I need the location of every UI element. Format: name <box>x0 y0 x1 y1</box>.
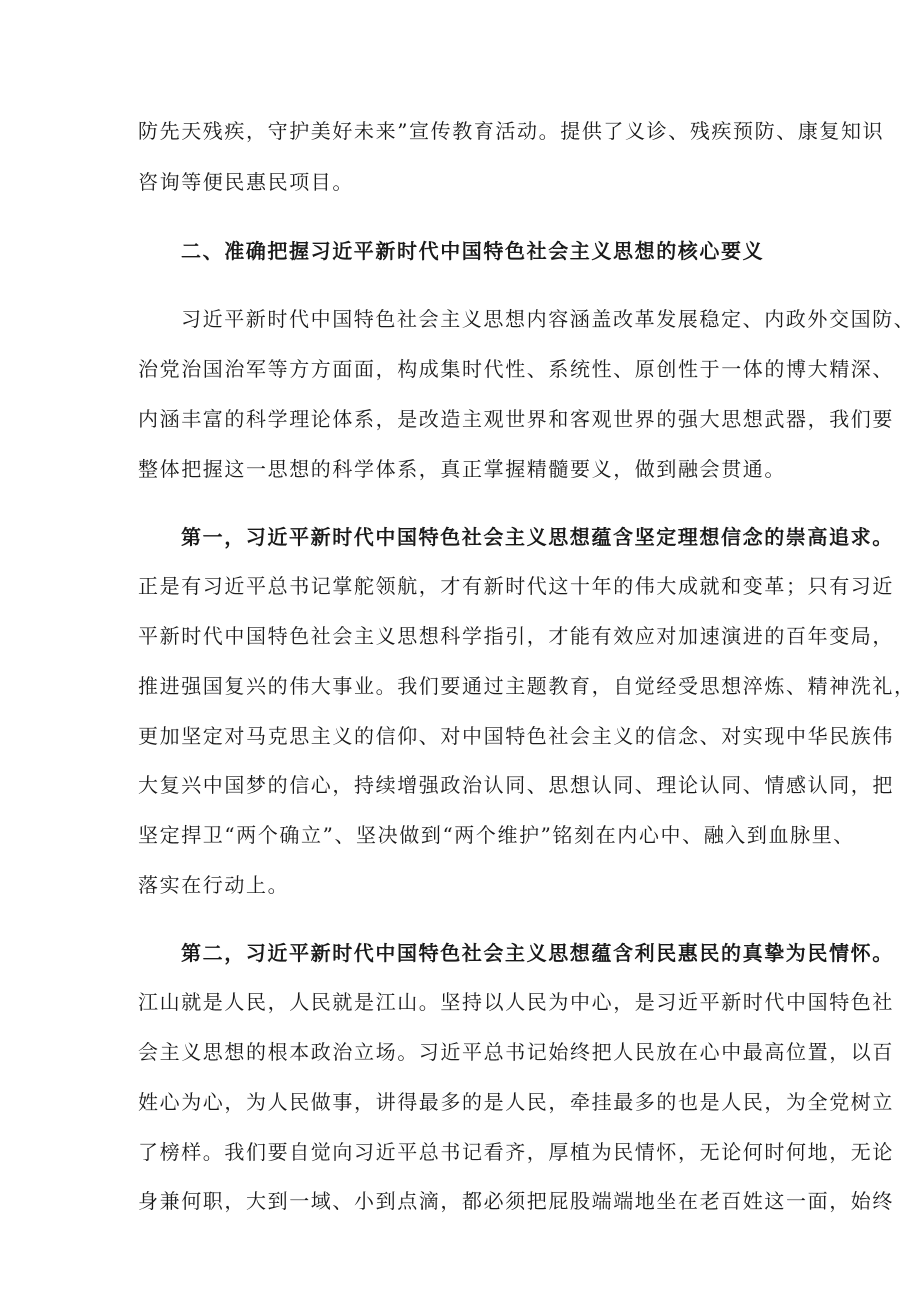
paragraph-line: 姓心为心，为人民做事，讲得最多的是人民，牵挂最多的也是人民，为全党树立 <box>138 1090 894 1114</box>
subheading-first: 第一，习近平新时代中国特色社会主义思想蕴含坚定理想信念的崇高追求。 <box>181 525 894 549</box>
paragraph-line: 治党治国治军等方方面面，构成集时代性、系统性、原创性于一体的博大精深、 <box>138 357 894 381</box>
paragraph-line: 江山就是人民，人民就是江山。坚持以人民为中心，是习近平新时代中国特色社 <box>138 990 894 1014</box>
paragraph-line: 防先天残疾，守护美好未来”宣传教育活动。提供了义诊、残疾预防、康复知识 <box>138 119 885 143</box>
paragraph-line: 身兼何职，大到一域、小到点滴，都必须把屁股端端地坐在老百姓这一面，始终 <box>138 1189 894 1213</box>
paragraph-line: 大复兴中国梦的信心，持续增强政治认同、思想认同、理论认同、情感认同，把 <box>138 773 894 797</box>
paragraph-line: 正是有习近平总书记掌舵领航，才有新时代这十年的伟大成就和变革；只有习近 <box>138 574 894 598</box>
paragraph-line: 习近平新时代中国特色社会主义思想内容涵盖改革发展稳定、内政外交国防、 <box>181 307 916 331</box>
paragraph-line: 更加坚定对马克思主义的信仰、对中国特色社会主义的信念、对实现中华民族伟 <box>138 724 894 748</box>
paragraph-line: 了榜样。我们要自觉向习近平总书记看齐，厚植为民情怀，无论何时何地，无论 <box>138 1140 894 1164</box>
paragraph-line: 坚定捍卫“两个确立”、坚决做到“两个维护”铭刻在内心中、融入到血脉里、 <box>138 823 855 847</box>
paragraph-line: 平新时代中国特色社会主义思想科学指引，才能有效应对加速演进的百年变局， <box>138 624 894 648</box>
paragraph-line: 咨询等便民惠民项目。 <box>138 170 354 194</box>
paragraph-line: 推进强国复兴的伟大事业。我们要通过主题教育，自觉经受思想淬炼、精神洗礼， <box>138 674 916 698</box>
paragraph-line: 内涵丰富的科学理论体系，是改造主观世界和客观世界的强大思想武器，我们要 <box>138 407 894 431</box>
subheading-second: 第二，习近平新时代中国特色社会主义思想蕴含利民惠民的真挚为民情怀。 <box>181 941 894 965</box>
paragraph-line: 会主义思想的根本政治立场。习近平总书记始终把人民放在心中最高位置，以百 <box>138 1040 894 1064</box>
section-heading: 二、准确把握习近平新时代中国特色社会主义思想的核心要义 <box>181 239 765 263</box>
paragraph-line: 整体把握这一思想的科学体系，真正掌握精髓要义，做到融会贯通。 <box>138 457 786 481</box>
paragraph-line: 落实在行动上。 <box>138 873 290 897</box>
